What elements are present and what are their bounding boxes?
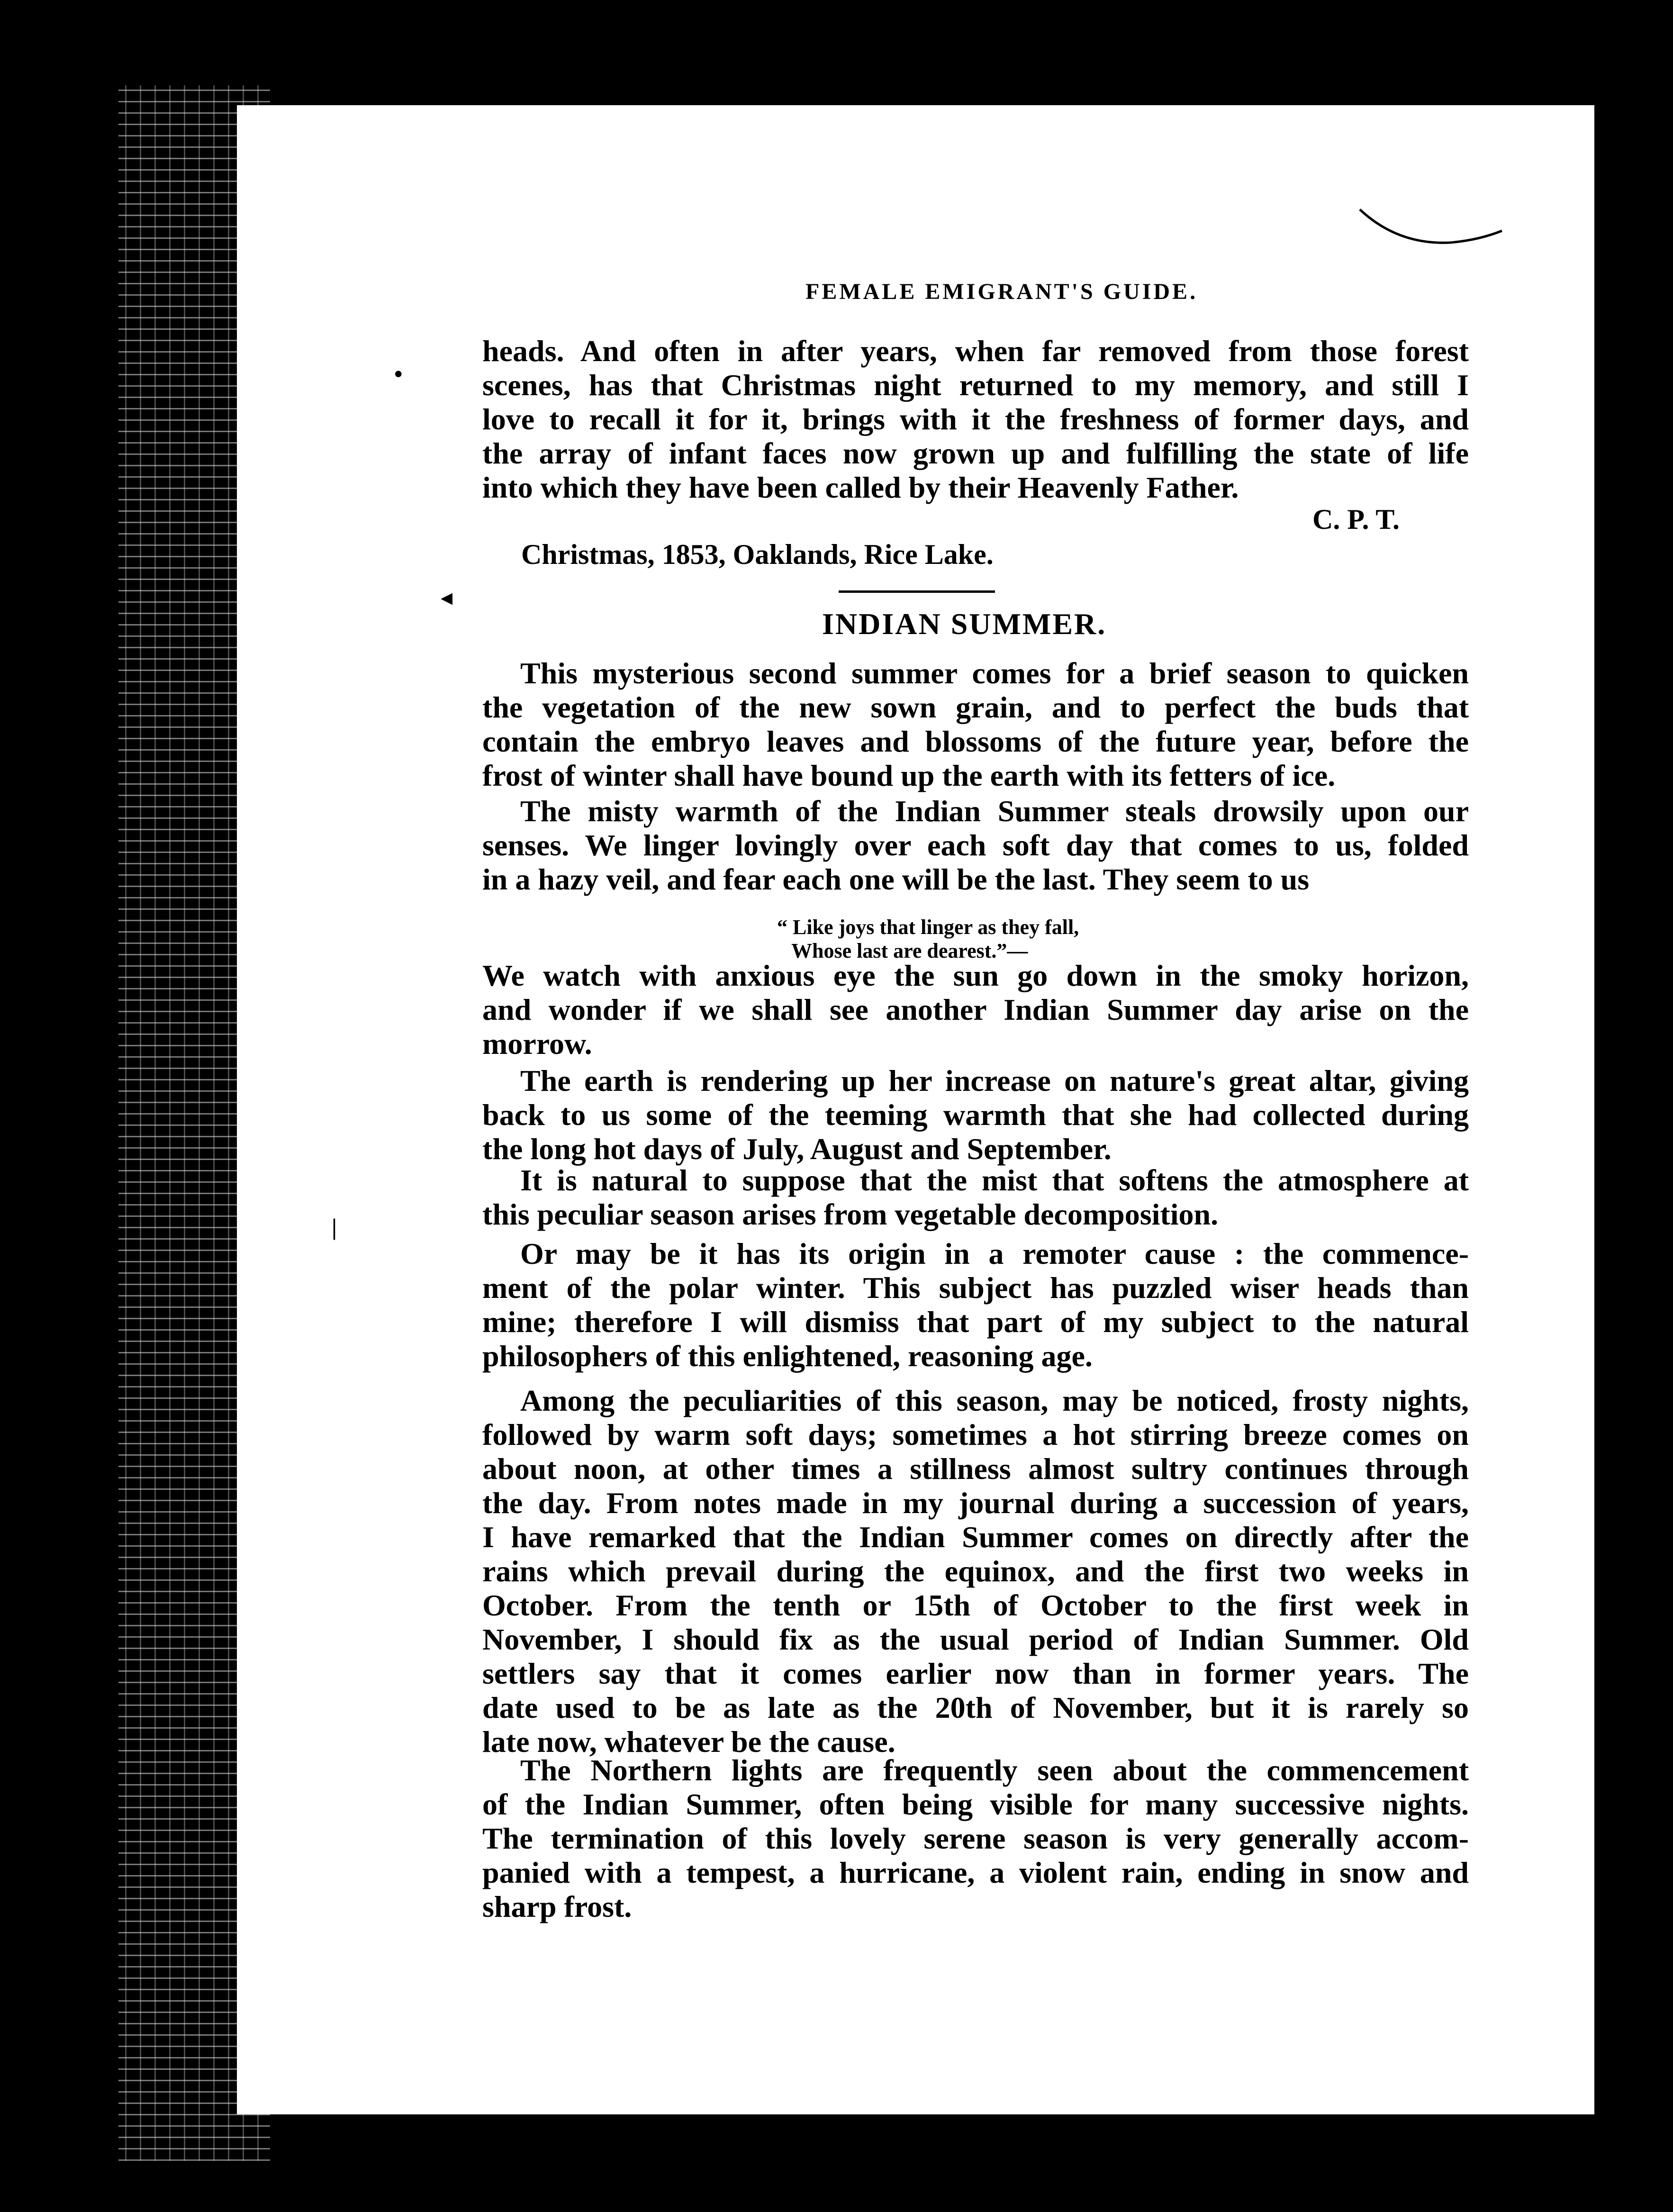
text-line: followed by warm soft days; sometimes a hot stirring breeze comes on bbox=[482, 1418, 1469, 1451]
edge-fragment: pen bbox=[1605, 1619, 1648, 1650]
text-line: into which they have been called by their Heavenly Father. bbox=[482, 471, 1239, 504]
text-line: late now, whatever be the cause. bbox=[482, 1725, 895, 1759]
text-line: This mysterious second summer comes for a brief season to quicken bbox=[520, 656, 1469, 690]
text-line: October. From the tenth or 15th of October to the first week in bbox=[482, 1588, 1469, 1622]
text-line: the vegetation of the new sown grain, and to perfect the buds that bbox=[482, 690, 1469, 724]
quote-line: Whose last are dearest.”— bbox=[791, 939, 1028, 962]
speck-mark: • bbox=[394, 361, 403, 387]
text-line: heads. And often in after years, when far removed from those forest bbox=[482, 334, 1469, 368]
text-line: love to recall it for it, brings with it the freshness of former days, and bbox=[482, 402, 1469, 436]
text-line: It is natural to suppose that the mist that softens the atmosphere at bbox=[520, 1163, 1469, 1197]
text-line: November, I should fix as the usual period of Indian Summer. Old bbox=[482, 1623, 1469, 1656]
text-line: panied with a tempest, a hurricane, a violent rain, ending in snow and bbox=[482, 1856, 1469, 1889]
text-line: mine; therefore I will dismiss that part of my subject to the natural bbox=[482, 1305, 1469, 1339]
text-line: this peculiar season arises from vegetable decomposition. bbox=[482, 1197, 1219, 1231]
text-line: sharp frost. bbox=[482, 1890, 632, 1923]
text-line: senses. We linger lovingly over each soft day that comes to us, folded bbox=[482, 828, 1469, 862]
section-rule bbox=[839, 590, 995, 593]
edge-fragment: ea bbox=[1605, 1235, 1631, 1266]
text-line: Among the peculiarities of this season, may be noticed, frosty nights, bbox=[520, 1384, 1469, 1417]
running-header: FEMALE EMIGRANT'S GUIDE. bbox=[805, 279, 1198, 304]
text-line: the long hot days of July, August and September. bbox=[482, 1132, 1112, 1166]
speck-mark: | bbox=[332, 1214, 337, 1240]
edge-fragment: I bbox=[1605, 1678, 1616, 1709]
text-line: scenes, has that Christmas night returned to my memory, and still I bbox=[482, 368, 1469, 402]
text-line: about noon, at other times a stillness almost sultry continues through bbox=[482, 1452, 1469, 1486]
text-line: date used to be as late as the 20th of November, but it is rarely so bbox=[482, 1691, 1469, 1724]
text-line: frost of winter shall have bound up the earth with its fetters of ice. bbox=[482, 759, 1336, 792]
edge-fragment: an bbox=[1605, 1325, 1635, 1356]
edge-fragment: prep bbox=[1605, 1709, 1660, 1740]
text-line: rains which prevail during the equinox, and the first two weeks in bbox=[482, 1554, 1469, 1588]
text-line: I have remarked that the Indian Summer comes on directly after the bbox=[482, 1520, 1469, 1554]
edge-fragment: g bbox=[1605, 1138, 1619, 1169]
text-line: in a hazy veil, and fear each one will be the last. They seem to us bbox=[482, 862, 1310, 896]
text-line: the array of infant faces now grown up and fulfilling the state of life bbox=[482, 436, 1469, 470]
text-line: We watch with anxious eye the sun go down in the smoky horizon, bbox=[482, 959, 1469, 992]
text-line: The Northern lights are frequently seen about the commencement bbox=[520, 1753, 1469, 1787]
text-line: morrow. bbox=[482, 1027, 592, 1061]
text-line: the day. From notes made in my journal during a succession of years, bbox=[482, 1486, 1469, 1520]
text-line: and wonder if we shall see another Indian Summer day arise on the bbox=[482, 993, 1469, 1026]
text-line: contain the embryo leaves and blossoms of the future year, before the bbox=[482, 725, 1469, 758]
speck-mark: ◂ bbox=[441, 584, 453, 610]
edge-fragment: b bbox=[1605, 1205, 1621, 1235]
text-line: of the Indian Summer, often being visible for many successive nights. bbox=[482, 1787, 1469, 1821]
edge-fragment: anc bbox=[1605, 1524, 1646, 1555]
edge-fragment: the bbox=[1605, 1458, 1642, 1489]
signature: C. P. T. bbox=[1312, 504, 1400, 535]
text-line: The earth is rendering up her increase on nature's great altar, giving bbox=[520, 1064, 1469, 1097]
text-line: philosophers of this enlightened, reasoning age. bbox=[482, 1339, 1093, 1373]
section-title: INDIAN SUMMER. bbox=[822, 607, 1107, 641]
page-curl-mark bbox=[1355, 207, 1507, 250]
edge-fragment: w bbox=[1605, 1169, 1625, 1200]
text-line: ment of the polar winter. This subject has puzzled wiser heads than bbox=[482, 1271, 1469, 1305]
text-line: settlers say that it comes earlier now than in former years. The bbox=[482, 1657, 1469, 1690]
edge-fragment: to bbox=[1605, 1491, 1628, 1522]
text-line: Or may be it has its origin in a remoter cause : the commence- bbox=[520, 1237, 1469, 1270]
dateline: Christmas, 1853, Oaklands, Rice Lake. bbox=[521, 539, 994, 570]
text-line: The misty warmth of the Indian Summer steals drowsily upon our bbox=[520, 794, 1469, 828]
edge-fragment: sum bbox=[1605, 1740, 1655, 1771]
quote-line: “ Like joys that linger as they fall, bbox=[777, 916, 1079, 939]
edge-fragment: A bbox=[1605, 1586, 1625, 1617]
edge-fragment: he bbox=[1605, 1359, 1633, 1389]
text-line: back to us some of the teeming warmth that she had collected during bbox=[482, 1098, 1469, 1132]
text-line: The termination of this lovely serene season is very generally accom- bbox=[482, 1822, 1469, 1855]
edge-fragment: f bbox=[1605, 1060, 1615, 1091]
edge-fragment: s bbox=[1605, 1103, 1616, 1133]
edge-fragment: Spri bbox=[1605, 1771, 1656, 1802]
